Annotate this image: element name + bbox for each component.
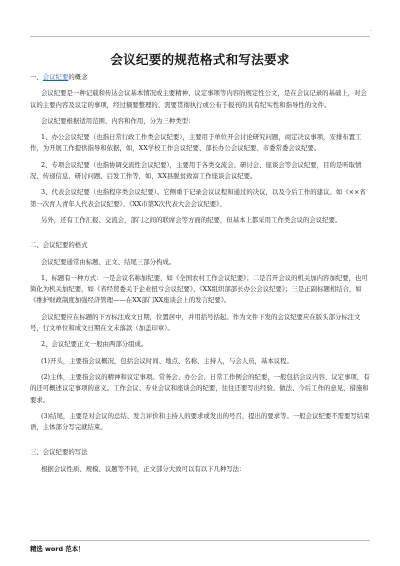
section-2-paragraph-date: 会议纪要应在标题的下方标注成文日期，位置居中，并用括号括起。作为文件下发的会议纪要应在版头部分标注文号，行文单位和成文日期在文末落款（加盖印章）。 xyxy=(30,312,361,333)
section-1-paragraph-definition: 会议纪要是一种记载和传达会议基本情况或主要精神、议定事项等内容的规定性公文，是在会议记录的基础上，对会议的主要内容及议定的事项，经过摘要整理的、需要贯彻执行或公布于报刊的具有纪实性和指导性的文件。 xyxy=(30,89,367,109)
document-body xyxy=(30,72,370,475)
header-corner-mark: - xyxy=(370,28,372,34)
section-2-paragraph-opening: (1)开头，主要指会议概况，包括会议时间、地点、名称、主持人，与会人员，基本议程。 xyxy=(41,356,293,365)
section-3-paragraph-intro: 根据会议性质、规模、议题等不同，正文部分大致可以有以下几种写法： xyxy=(41,464,246,473)
meeting-minutes-link[interactable]: 会议纪要 xyxy=(42,73,69,81)
section-1-paragraph-types-intro: 会议纪要根据适用范围、内容和作用，分为三种类型： xyxy=(41,116,195,125)
footer-text: 精选 word 范本！ xyxy=(30,545,85,553)
section-1-paragraph-other: 另外，还有工作汇报、交流会，部门之间的联席会等方面的纪要，但基本上都采用工作类会议的会议纪要。 xyxy=(41,215,342,224)
section-1-heading-suffix: 的概念 xyxy=(68,73,88,81)
section-2-paragraph-main: (2)主体，主要指会议的精神和议定事项。常务会、办公会、日常工作例会的纪要，一般包括会议内容、议定事项，有的还可概述议定事项的意义。工作会议、专业会议和座谈会的纪要，往往还要写出经验、做法、今后工作的意见、措施和要求。 xyxy=(30,372,370,404)
footer-rule xyxy=(30,540,370,541)
document-title: 会议纪要的规范格式和写法要求 xyxy=(110,52,290,67)
section-2-paragraph-ending: (3)结尾，主要是对会议的总结、发言评价和主持人的要求或发出的号召、提出的要求等。一般会议纪要不需要写结束语，主体部分写完就结束。 xyxy=(30,411,370,432)
section-2-paragraph-structure: 会议纪要通常由标题、正文、结尾三部分构成。 xyxy=(41,257,176,266)
section-2-paragraph-title-forms: 1、标题有一种方式：一是会议名称加纪要，如《全国农村工作会议纪要》；二是召开会议的机关加内容加纪要，也可简化为机关加纪要，如《省经贸委关于企业扭亏会议纪要》、《XX组织部部长办公会议纪要》；三是正副标题相结合，如《维护财政制度加强经济管理——在XX部门XX座谈会上的发言纪要》。 xyxy=(30,273,368,305)
section-3-heading: 三、会议纪要的写法 xyxy=(30,448,88,457)
section-2-heading: 二、会议纪要的格式 xyxy=(30,241,88,250)
section-1-paragraph-type-1: 1、办公会议纪要（也指日常行政工作类会议纪要），主要用于单位开会讨论研究问题，商定决议事项，安排布置工作，为开展工作提供指导和依据，如，XX学校工作会议纪要、部长办公会议纪要、市委常委会议纪要。 xyxy=(30,133,362,153)
section-1-heading xyxy=(30,72,370,83)
section-1-paragraph-type-2: 2、专项会议纪要（也指协调交流性会议纪要），主要用于各类交流会、研讨会、座谈会等会议纪要，目的是听取情况、传递信息、研讨问题、启发工作等，如，XX县脱贫致富工作座谈会议纪要。 xyxy=(30,160,362,181)
section-1-heading-prefix: 一、 xyxy=(30,73,43,81)
header-rule xyxy=(30,36,370,37)
section-1-paragraph-type-3: 3、代表会议纪要（也指程序类会议纪要）。它侧重于记录会议议程和通过的决议，以及今后工作的建议。如《××省第一次育人青年人代表会议纪要》、《XX市第X次代表大会会议纪要》。 xyxy=(30,188,366,208)
section-2-paragraph-body-parts: 2、会议纪要正文一般由两部分组成。 xyxy=(41,340,148,349)
